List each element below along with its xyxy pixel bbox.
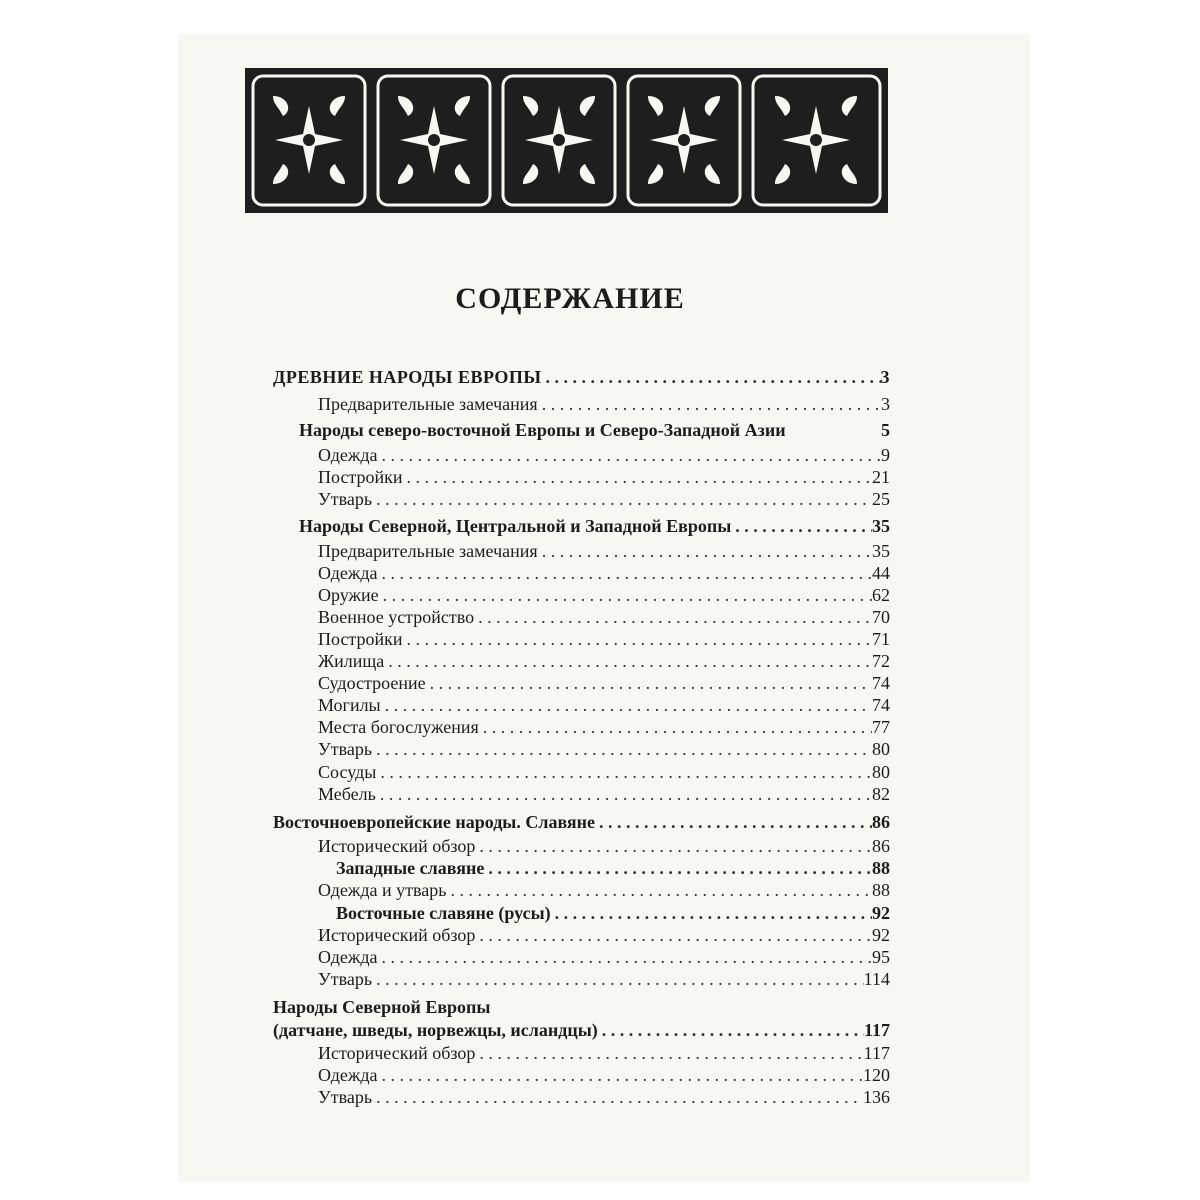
toc-entry-label: Места богослужения xyxy=(318,717,479,737)
toc-entry-label: Могилы xyxy=(318,695,381,715)
toc-entry-page: 92 xyxy=(872,903,890,923)
toc-entry xyxy=(318,693,890,717)
toc-entry xyxy=(318,715,890,739)
toc-entry-page: 114 xyxy=(863,969,890,989)
toc-entry-page: 72 xyxy=(872,651,890,671)
toc-entry xyxy=(318,967,890,991)
toc-entry-label: Утварь xyxy=(318,489,373,509)
toc-entry-label: (датчане, шведы, норвежцы, исландцы) xyxy=(273,1020,598,1040)
toc-entry-label: Судостроение xyxy=(318,673,426,693)
ornament-pattern-icon xyxy=(245,68,888,213)
toc-entry-label: Постройки xyxy=(318,467,403,487)
toc-entry xyxy=(273,1018,890,1042)
leader-dots xyxy=(546,365,881,389)
toc-entry-page: 120 xyxy=(863,1065,890,1085)
toc-entry-page: 74 xyxy=(872,673,890,693)
toc-entry-label: Предварительные замечания xyxy=(318,394,538,414)
toc-entry-page: 44 xyxy=(872,563,890,583)
leader-dots xyxy=(376,487,872,511)
leader-dots xyxy=(542,392,881,416)
toc-entry-page: 82 xyxy=(872,784,890,804)
toc-entry-label: Исторический обзор xyxy=(318,925,476,945)
leader-dots xyxy=(376,1085,863,1109)
toc-entry xyxy=(336,856,890,880)
toc-entry-label: Одежда xyxy=(318,445,378,465)
toc-entry-page: 5 xyxy=(881,420,890,440)
leader-dots xyxy=(478,605,872,629)
leader-dots xyxy=(382,945,873,969)
leader-dots xyxy=(479,923,872,947)
toc-entry xyxy=(318,465,890,489)
leader-dots xyxy=(407,465,872,489)
toc-entry-page: 3 xyxy=(880,367,890,387)
toc-entry xyxy=(318,671,890,695)
toc-entry-label: Жилища xyxy=(318,651,385,671)
leader-dots xyxy=(450,878,872,902)
toc-entry xyxy=(318,649,890,673)
leader-dots xyxy=(407,627,872,651)
toc-entry-label: Утварь xyxy=(318,739,373,759)
toc-entry xyxy=(318,1085,890,1109)
toc-entry-label: Постройки xyxy=(318,629,403,649)
toc-entry-page: 80 xyxy=(872,739,890,759)
toc-entry-page: 80 xyxy=(872,762,890,782)
leader-dots xyxy=(380,760,872,784)
toc-entry xyxy=(318,627,890,651)
toc-entry xyxy=(318,539,890,563)
toc-entry-page: 77 xyxy=(872,717,890,737)
leader-dots xyxy=(376,737,872,761)
toc-entry-page: 71 xyxy=(872,629,890,649)
leader-dots xyxy=(388,649,872,673)
toc-entry-page: 92 xyxy=(872,925,890,945)
toc-entry-label: Исторический обзор xyxy=(318,1043,476,1063)
toc-entry xyxy=(336,901,890,925)
leader-dots xyxy=(555,901,872,925)
toc-entry xyxy=(318,782,890,806)
toc-entry xyxy=(318,1041,890,1065)
toc-entry-label: Одежда xyxy=(318,947,378,967)
toc-entry-label: Одежда xyxy=(318,1065,378,1085)
toc-entry xyxy=(318,561,890,585)
toc-entry-page: 21 xyxy=(872,467,890,487)
toc-entry-label: Восточноевропейские народы. Славяне xyxy=(273,812,596,832)
toc-entry xyxy=(273,810,890,834)
toc-entry xyxy=(318,834,890,858)
page-title: СОДЕРЖАНИЕ xyxy=(455,282,685,315)
leader-dots xyxy=(483,715,872,739)
toc-entry-label: Одежда и утварь xyxy=(318,880,447,900)
toc-entry-page: 25 xyxy=(872,489,890,509)
toc-entry-label: Народы Северной Европы xyxy=(273,997,491,1017)
leader-dots xyxy=(479,1041,863,1065)
leader-dots xyxy=(380,782,872,806)
toc-entry xyxy=(318,583,890,607)
toc-entry-page: 117 xyxy=(863,1043,890,1063)
leader-dots xyxy=(599,810,872,834)
toc-entry-label: Западные славяне xyxy=(336,858,485,878)
toc-entry-page: 136 xyxy=(863,1087,890,1107)
toc-entry-page: 88 xyxy=(872,858,890,878)
toc-entry-page: 86 xyxy=(872,836,890,856)
toc-entry xyxy=(273,365,890,389)
toc-entry-label: Одежда xyxy=(318,563,378,583)
toc-entry-page: 117 xyxy=(863,1020,890,1040)
toc-entry xyxy=(318,923,890,947)
leader-dots xyxy=(479,834,872,858)
toc-entry xyxy=(318,392,890,416)
leader-dots xyxy=(382,1063,864,1087)
leader-dots xyxy=(385,693,872,717)
toc-entry-page: 70 xyxy=(872,607,890,627)
toc-entry-page: 35 xyxy=(872,541,890,561)
leader-dots xyxy=(430,671,872,695)
toc-entry-label: Народы Северной, Центральной и Западной Европы xyxy=(299,516,732,536)
toc-entry-page: 74 xyxy=(872,695,890,715)
toc-entry-label: Восточные славяне (русы) xyxy=(336,903,551,923)
toc-entry-label: Мебель xyxy=(318,784,376,804)
toc-entry xyxy=(318,443,890,467)
toc-entry xyxy=(318,737,890,761)
leader-dots xyxy=(602,1018,864,1042)
leader-dots xyxy=(735,514,872,538)
toc-entry-page: 86 xyxy=(872,812,890,832)
toc-entry xyxy=(318,878,890,902)
toc-entry-page: 88 xyxy=(872,880,890,900)
toc-entry-label: Исторический обзор xyxy=(318,836,476,856)
toc-entry xyxy=(318,945,890,969)
toc-entry xyxy=(299,418,890,442)
toc-entry-page: 9 xyxy=(881,445,890,465)
toc-entry xyxy=(318,760,890,784)
leader-dots xyxy=(382,443,882,467)
leader-dots xyxy=(383,583,872,607)
toc-entry-label: Военное устройство xyxy=(318,607,475,627)
toc-entry-page: 62 xyxy=(872,585,890,605)
toc-entry-label: ДРЕВНИЕ НАРОДЫ ЕВРОПЫ xyxy=(273,367,542,387)
leader-dots xyxy=(382,561,873,585)
toc-entry-label: Утварь xyxy=(318,969,373,989)
toc-entry-page: 95 xyxy=(872,947,890,967)
toc-entry-label: Предварительные замечания xyxy=(318,541,538,561)
toc-entry xyxy=(299,514,890,538)
toc-entry-label: Народы северо-восточной Европы и Северо-Западной Азии xyxy=(299,420,786,440)
toc-entry xyxy=(318,487,890,511)
toc-entry-page: 35 xyxy=(872,516,890,536)
toc-entry-page: 3 xyxy=(881,394,890,414)
toc-entry xyxy=(318,1063,890,1087)
leader-dots xyxy=(542,539,872,563)
toc-entry xyxy=(318,605,890,629)
toc-entry-label: Утварь xyxy=(318,1087,373,1107)
leader-dots xyxy=(488,856,872,880)
toc-entry-label: Оружие xyxy=(318,585,379,605)
ornamental-border-banner xyxy=(245,68,888,213)
toc-entry-label: Сосуды xyxy=(318,762,377,782)
leader-dots xyxy=(376,967,864,991)
